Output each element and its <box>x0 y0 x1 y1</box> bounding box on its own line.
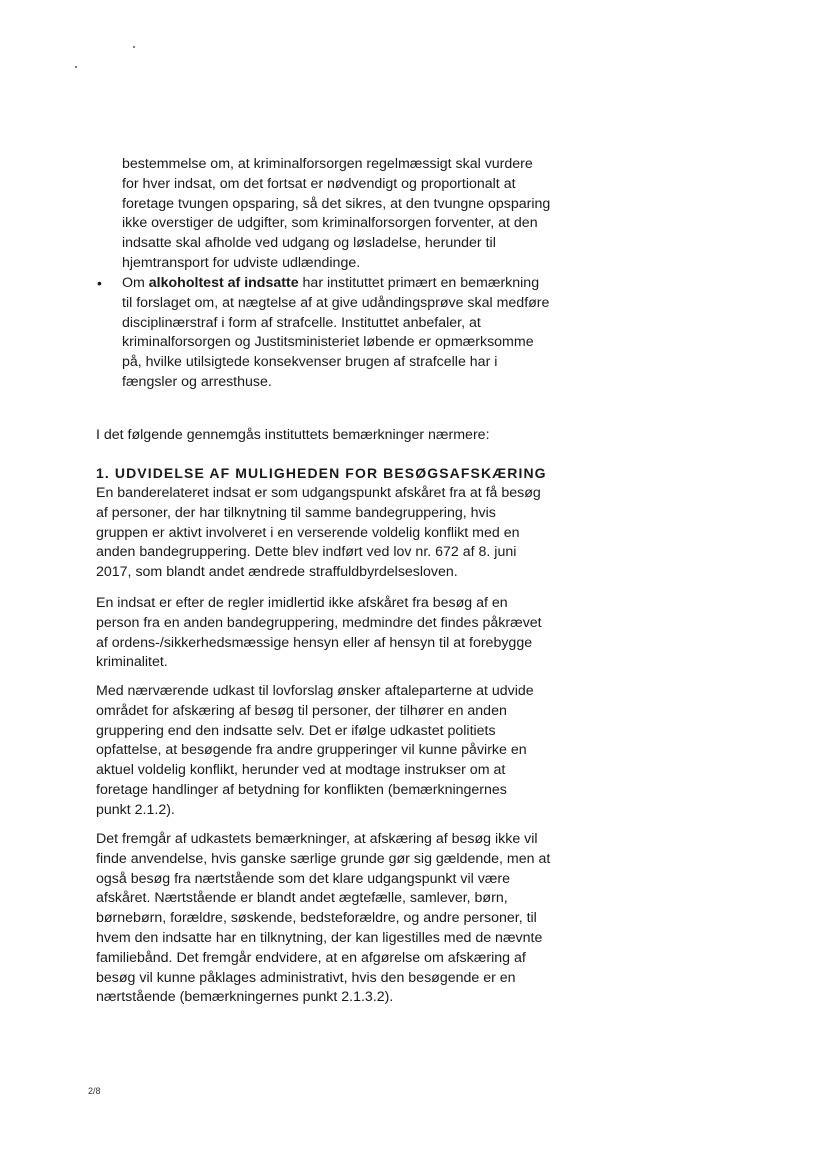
bullet-continuation <box>122 155 582 274</box>
text-line: gruppering end den indsatte selv. Det er ifølge udkastet politiets <box>96 722 496 739</box>
text-line: fængsler og arresthuse. <box>122 373 272 390</box>
text-line: området for afskæring af besøg til personer, der tilhører en anden <box>96 702 507 719</box>
text-line: også besøg fra nærtstående som det klare udgangspunkt vil være <box>96 870 511 887</box>
text-line: gruppen er aktivt involveret i en verserende voldelig konflikt med en <box>96 524 520 541</box>
text-line: for hver indsat, om det fortsat er nødvendigt og proportionalt at <box>122 175 516 192</box>
text-line: disciplinærstraf i form af strafcelle. Instituttet anbefaler, at <box>122 314 481 331</box>
text-line: hvem den indsatte har en tilknytning, der kan ligestilles med de nævnte <box>96 929 543 946</box>
text-line: af ordens-/sikkerhedsmæssige hensyn eller af hensyn til at forebygge <box>96 634 533 651</box>
text-line: finde anvendelse, hvis ganske særlige grunde gør sig gældende, men at <box>96 850 551 867</box>
scan-speck <box>75 66 77 68</box>
paragraph <box>96 830 576 1008</box>
intro-paragraph <box>96 426 576 446</box>
text-line: på, hvilke utilsigtede konsekvenser brugen af strafcelle har i <box>122 354 498 371</box>
text-line: ikke overstiger de udgifter, som kriminalforsorgen forventer, at den <box>122 215 538 232</box>
text-line: En banderelateret indsat er som udgangspunkt afskåret fra at få besøg <box>96 485 541 501</box>
text-line: indsatte skal afholde ved udgang og løsladelse, herunder til <box>122 235 496 252</box>
text-line <box>122 274 582 294</box>
text-line: aktuel voldelig konflikt, herunder ved at modtage instrukser om at <box>96 762 506 779</box>
text-line: opfattelse, at besøgende fra andre grupperinger vil kunne påvirke en <box>96 742 527 759</box>
text-line: bestemmelse om, at kriminalforsorgen regelmæssigt skal vurdere <box>122 156 533 172</box>
text-line: kriminalitet. <box>96 654 168 671</box>
text-line: I det følgende gennemgås instituttets bemærkninger nærmere: <box>96 427 490 443</box>
scan-speck <box>133 46 135 48</box>
text-line: hjemtransport for udviste udlændinge. <box>122 254 361 271</box>
text-line: foretage handlinger af betydning for konflikten (bemærkningernes <box>96 781 507 798</box>
text-line: person fra en anden bandegruppering, medmindre det findes påkrævet <box>96 614 542 631</box>
text-line: til forslaget om, at nægtelse af at give udåndingsprøve skal medføre <box>122 294 550 311</box>
page-number: 2/8 <box>88 1086 101 1096</box>
text-line: Det fremgår af udkastets bemærkninger, at afskæring af besøg ikke vil <box>96 831 538 847</box>
text-fragment: har instituttet primært en bemærkning <box>298 275 540 291</box>
text-fragment: Om <box>122 275 149 291</box>
paragraph <box>96 682 576 821</box>
bullet-alcohol-test <box>122 274 582 393</box>
text-line: foretage tvungen opsparing, så det sikres, at den tvungne opsparing <box>122 195 551 212</box>
text-line: af personer, der har tilknytning til samme bandegruppering, hvis <box>96 504 496 521</box>
paragraph <box>96 484 576 583</box>
text-line: nærtstående (bemærkningernes punkt 2.1.3.2). <box>96 989 394 1006</box>
text-line: Med nærværende udkast til lovforslag ønsker aftaleparterne at udvide <box>96 683 534 699</box>
text-line: afskåret. Nærtstående er blandt andet ægtefælle, samlever, børn, <box>96 890 508 907</box>
text-line: 2017, som blandt andet ændrede straffuldbyrdelsesloven. <box>96 564 458 581</box>
text-line: familiebånd. Det fremgår endvidere, at en afgørelse om afskæring af <box>96 949 526 966</box>
bullet-marker: • <box>97 275 102 291</box>
text-line: børnebørn, forældre, søskende, bedsteforældre, og andre personer, til <box>96 910 537 927</box>
text-line: En indsat er efter de regler imidlertid ikke afskåret fra besøg af en <box>96 595 508 611</box>
text-line: besøg vil kunne påklages administrativt, hvis den besøgende er en <box>96 969 516 986</box>
text-line: anden bandegruppering. Dette blev indført ved lov nr. 672 af 8. juni <box>96 544 517 561</box>
text-line: punkt 2.1.2). <box>96 801 175 818</box>
paragraph <box>96 594 576 673</box>
bold-term: alkoholtest af indsatte <box>148 275 299 291</box>
section-heading: 1. UDVIDELSE AF MULIGHEDEN FOR BESØGSAFSKÆRING <box>96 465 547 481</box>
text-line: kriminalforsorgen og Justitsministeriet løbende er opmærksomme <box>122 334 534 351</box>
